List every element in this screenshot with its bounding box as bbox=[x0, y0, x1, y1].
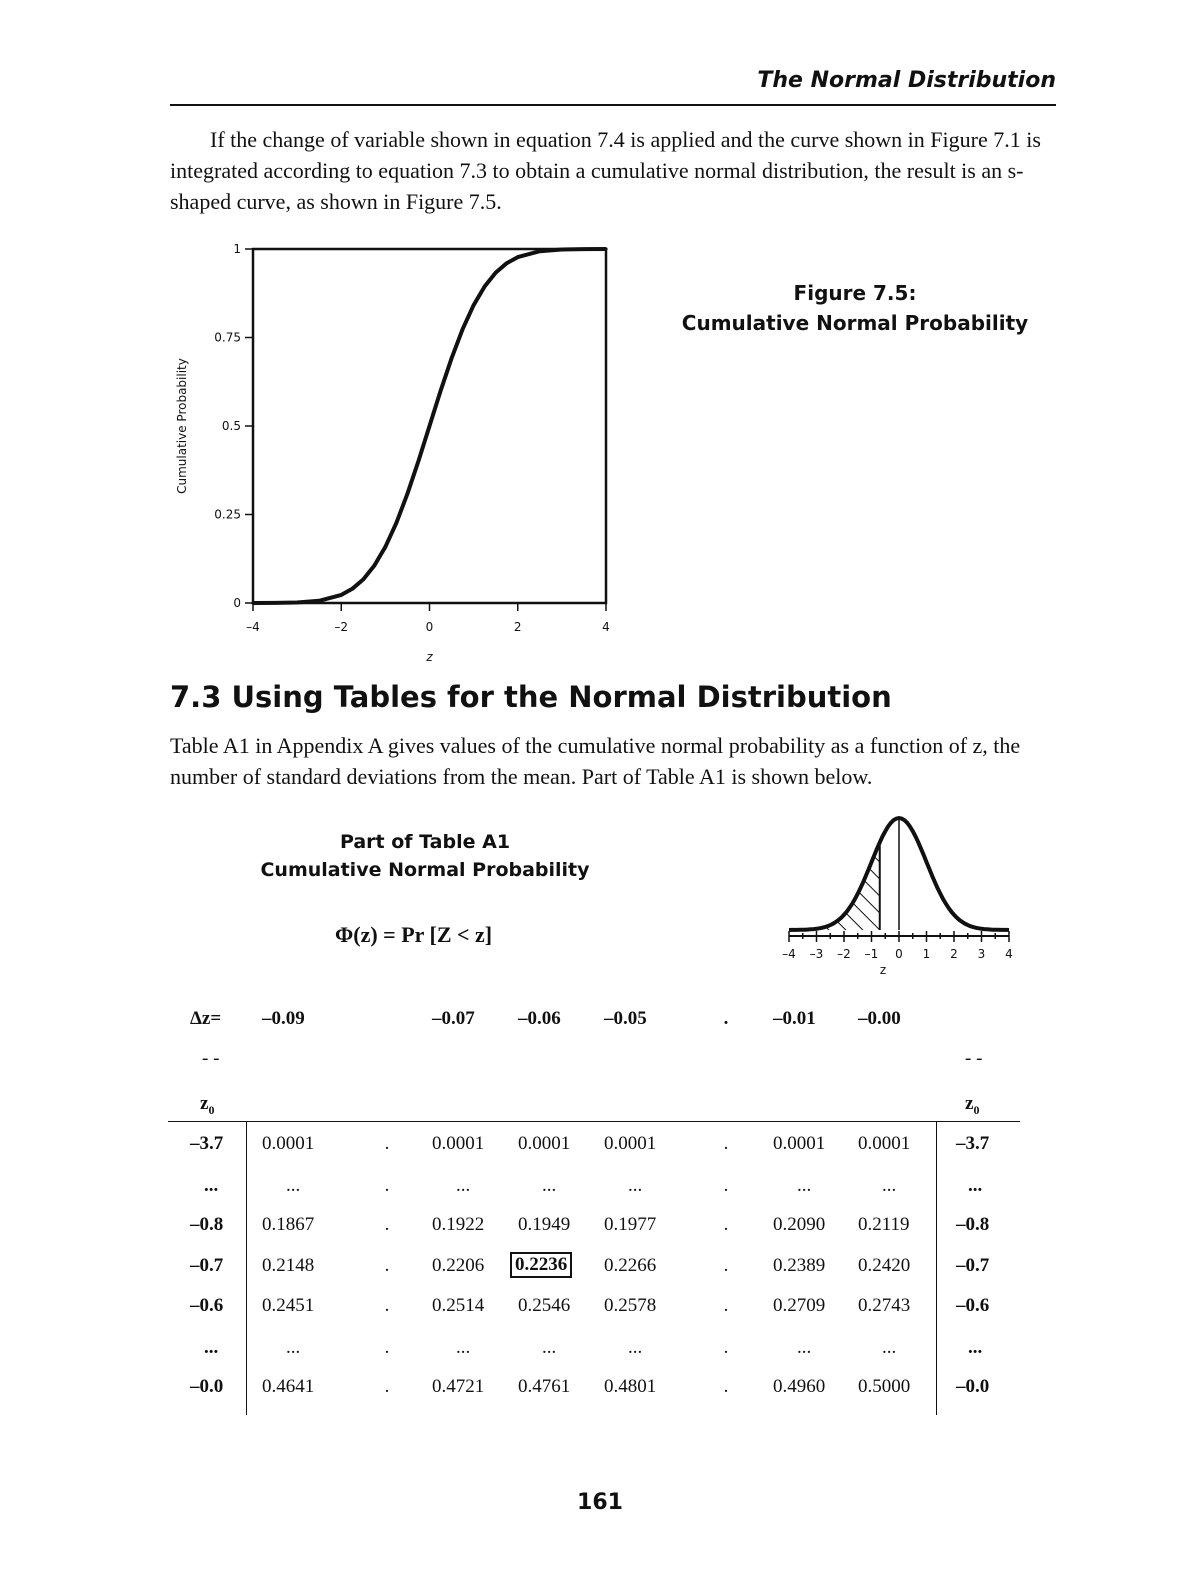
intro-paragraph: If the change of variable shown in equation 7.4 is applied and the curve shown in Figure 7.1 is integrated according to equation 7.3 to obtain a cumulative normal distribution, the result is an s-shaped curve, as shown in Figure 7.5. bbox=[170, 127, 1041, 214]
table-cell: ... bbox=[286, 1337, 301, 1358]
table-cell: 0.2420 bbox=[858, 1255, 911, 1276]
table-cell: 0.2266 bbox=[604, 1255, 657, 1276]
y-tick-label: 0 bbox=[233, 596, 241, 610]
z0-subscript: 0 bbox=[208, 1102, 215, 1117]
dash-mark-right: - - bbox=[965, 1048, 983, 1069]
row-z-right: –3.7 bbox=[956, 1133, 990, 1154]
table-cell: . bbox=[384, 1214, 390, 1235]
table-cell: ... bbox=[542, 1175, 557, 1196]
table-cell: . bbox=[723, 1133, 729, 1154]
table-cell: 0.2148 bbox=[262, 1255, 315, 1276]
table-cell: 0.2451 bbox=[262, 1295, 315, 1316]
table-cell: 0.1977 bbox=[604, 1214, 657, 1235]
section-paragraph: Table A1 in Appendix A gives values of the cumulative normal probability as a function of z, the number of standard deviations from the mean. Part of Table A1 is shown below. bbox=[170, 733, 1021, 789]
highlighted-cell: 0.2236 bbox=[510, 1252, 572, 1278]
table-cell: 0.0001 bbox=[432, 1133, 485, 1154]
table-cell: . bbox=[723, 1255, 729, 1276]
row-z-left: ... bbox=[204, 1175, 219, 1196]
table-divider-left bbox=[246, 1121, 247, 1415]
table-cell: 0.1867 bbox=[262, 1214, 315, 1235]
x-tick-label: 4 bbox=[602, 620, 610, 634]
table-cell: 0.2743 bbox=[858, 1295, 911, 1316]
column-header: –0.07 bbox=[432, 1008, 475, 1029]
x-tick-label: –4 bbox=[246, 620, 260, 634]
x-tick-label: –2 bbox=[334, 620, 349, 634]
y-axis-label: Cumulative Probability bbox=[175, 358, 189, 494]
table-cell: 0.2514 bbox=[432, 1295, 485, 1316]
table-cell: . bbox=[384, 1175, 390, 1196]
bell-tick-label: 3 bbox=[977, 947, 986, 961]
table-cell: 0.2546 bbox=[518, 1295, 571, 1316]
table-cell: . bbox=[723, 1376, 729, 1397]
table-cell: . bbox=[384, 1337, 390, 1358]
table-cell: 0.0001 bbox=[518, 1133, 571, 1154]
column-header: –0.09 bbox=[262, 1008, 305, 1029]
table-cell: 0.2578 bbox=[604, 1295, 657, 1316]
table-cell: 0.4761 bbox=[518, 1376, 571, 1397]
running-head: The Normal Distribution bbox=[757, 68, 1056, 93]
row-z-right: –0.6 bbox=[956, 1295, 990, 1316]
y-tick-label: 0.25 bbox=[214, 507, 241, 522]
table-divider-right bbox=[936, 1121, 937, 1415]
y-tick-label: 1 bbox=[233, 242, 241, 256]
table-cell: ... bbox=[882, 1175, 897, 1196]
bell-tick-label: 2 bbox=[950, 947, 958, 961]
x-tick-label: 2 bbox=[513, 620, 522, 634]
column-header: –0.00 bbox=[858, 1008, 901, 1029]
table-cell: ... bbox=[542, 1337, 557, 1358]
table-cell: 0.0001 bbox=[604, 1133, 657, 1154]
row-z-left: –0.7 bbox=[190, 1255, 224, 1276]
table-cell: . bbox=[384, 1295, 390, 1316]
table-cell: ... bbox=[628, 1175, 643, 1196]
column-header: –0.06 bbox=[518, 1008, 561, 1029]
row-z-left: –0.8 bbox=[190, 1214, 224, 1235]
table-cell: 0.1922 bbox=[432, 1214, 485, 1235]
z0-symbol: z bbox=[965, 1093, 974, 1114]
table-title-line1: Part of Table A1 bbox=[339, 831, 511, 853]
bell-tick-label: –3 bbox=[809, 947, 824, 961]
table-cell: ... bbox=[456, 1175, 471, 1196]
table-cell: . bbox=[723, 1295, 729, 1316]
shaded-area bbox=[789, 842, 880, 930]
bell-tick-label: 0 bbox=[895, 947, 903, 961]
table-cell: . bbox=[384, 1255, 390, 1276]
page-number: 161 bbox=[577, 1490, 623, 1515]
table-cell: . bbox=[723, 1214, 729, 1235]
phi-formula: Φ(z) = Pr [Z < z] bbox=[335, 922, 493, 947]
bell-tick-label: 4 bbox=[1005, 947, 1013, 961]
bell-tick-label: –2 bbox=[837, 947, 851, 961]
table-cell: ... bbox=[286, 1175, 301, 1196]
table-cell: ... bbox=[797, 1337, 812, 1358]
z0-label-right bbox=[965, 1093, 979, 1118]
table-cell: ... bbox=[628, 1337, 643, 1358]
row-z-right: ... bbox=[968, 1175, 983, 1196]
table-cell: . bbox=[723, 1175, 729, 1196]
table-cell: ... bbox=[456, 1337, 471, 1358]
table-title-line2: Cumulative Normal Probability bbox=[260, 859, 590, 881]
column-header: . bbox=[723, 1008, 729, 1029]
y-tick-label: 0.75 bbox=[214, 330, 241, 345]
row-z-right: –0.7 bbox=[956, 1255, 990, 1276]
row-z-left: –3.7 bbox=[190, 1133, 224, 1154]
table-cell: 0.2090 bbox=[773, 1214, 826, 1235]
table-cell: 0.2119 bbox=[858, 1214, 910, 1235]
table-cell: 0.2709 bbox=[773, 1295, 826, 1316]
bell-tick-label: 1 bbox=[922, 947, 931, 961]
table-cell: 0.0001 bbox=[262, 1133, 315, 1154]
row-z-right: –0.0 bbox=[956, 1376, 990, 1397]
row-z-right: ... bbox=[968, 1337, 983, 1358]
table-cell: 0.4641 bbox=[262, 1376, 315, 1397]
table-cell: 0.0001 bbox=[773, 1133, 826, 1154]
table-cell: . bbox=[384, 1376, 390, 1397]
z0-subscript: 0 bbox=[973, 1102, 980, 1117]
table-cell: 0.4960 bbox=[773, 1376, 826, 1397]
dash-mark-left: - - bbox=[202, 1048, 220, 1069]
figure-caption-title: Cumulative Normal Probability bbox=[681, 311, 1029, 335]
table-cell: 0.4801 bbox=[604, 1376, 657, 1397]
delta-z-label: Δz= bbox=[190, 1008, 222, 1029]
z0-label-left bbox=[200, 1093, 214, 1118]
table-header-rule bbox=[168, 1121, 1020, 1122]
x-tick-label: 0 bbox=[425, 620, 434, 634]
table-cell: ... bbox=[797, 1175, 812, 1196]
figure-caption-number: Figure 7.5: bbox=[793, 281, 917, 305]
z0-symbol: z bbox=[200, 1093, 209, 1114]
table-cell: 0.5000 bbox=[858, 1376, 911, 1397]
table-cell: 0.2206 bbox=[432, 1255, 485, 1276]
row-z-left: ... bbox=[204, 1337, 219, 1358]
table-cell: 0.4721 bbox=[432, 1376, 485, 1397]
row-z-left: –0.0 bbox=[190, 1376, 224, 1397]
row-z-right: –0.8 bbox=[956, 1214, 990, 1235]
table-cell: . bbox=[384, 1133, 390, 1154]
bell-tick-label: –1 bbox=[864, 947, 879, 961]
table-cell: ... bbox=[882, 1337, 897, 1358]
bell-axis-label: z bbox=[879, 963, 887, 977]
x-axis-label: z bbox=[426, 650, 433, 664]
row-z-left: –0.6 bbox=[190, 1295, 224, 1316]
table-cell: 0.0001 bbox=[858, 1133, 911, 1154]
table-cell: 0.2389 bbox=[773, 1255, 826, 1276]
column-header: –0.01 bbox=[773, 1008, 816, 1029]
table-cell: . bbox=[723, 1337, 729, 1358]
bell-tick-label: –4 bbox=[782, 947, 796, 961]
y-tick-label: 0.5 bbox=[221, 419, 241, 433]
table-cell: 0.1949 bbox=[518, 1214, 571, 1235]
column-header: –0.05 bbox=[604, 1008, 647, 1029]
section-heading: 7.3 Using Tables for the Normal Distribution bbox=[170, 680, 892, 714]
